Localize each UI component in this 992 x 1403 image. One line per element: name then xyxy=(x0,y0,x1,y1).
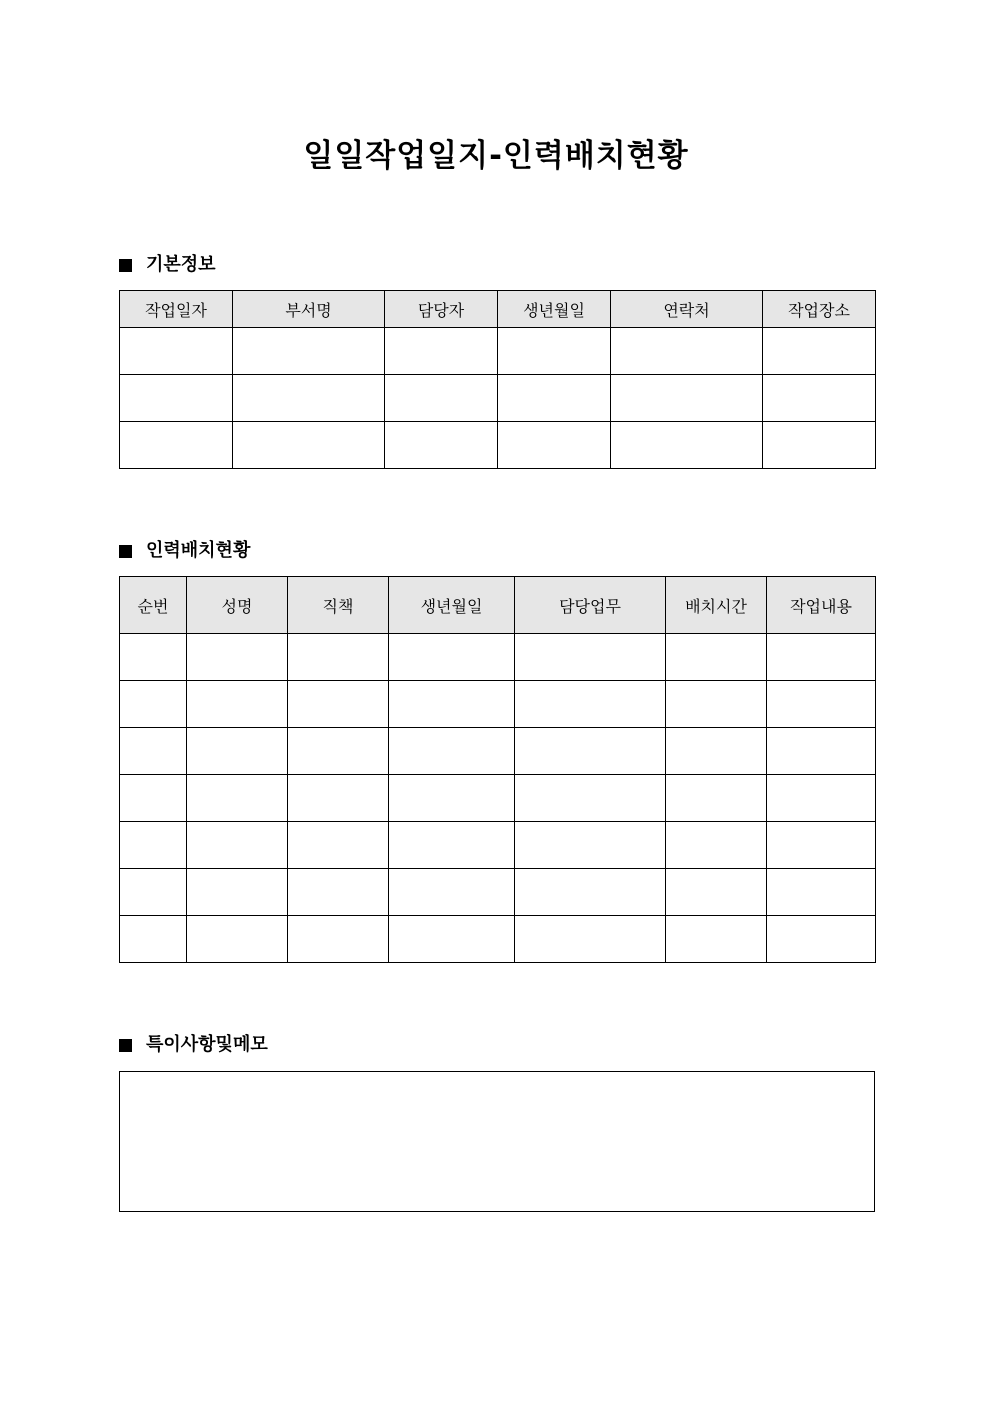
column-header: 연락처 xyxy=(611,291,763,328)
column-header: 생년월일 xyxy=(498,291,611,328)
table-cell[interactable] xyxy=(385,422,498,469)
section-heading-notes xyxy=(119,1033,268,1057)
table-cell[interactable] xyxy=(120,775,187,822)
table-cell[interactable] xyxy=(120,681,187,728)
table-cell[interactable] xyxy=(767,869,876,916)
table-cell[interactable] xyxy=(233,422,385,469)
table-cell[interactable] xyxy=(187,775,288,822)
table-cell[interactable] xyxy=(120,328,233,375)
table-cell[interactable] xyxy=(120,634,187,681)
table-cell[interactable] xyxy=(120,822,187,869)
section-heading-staffing xyxy=(119,539,250,563)
section-title: 인력배치현황 xyxy=(146,540,251,561)
table-cell[interactable] xyxy=(288,822,389,869)
table-cell[interactable] xyxy=(515,869,666,916)
table-row xyxy=(120,916,876,963)
table-cell[interactable] xyxy=(515,916,666,963)
square-bullet-icon xyxy=(119,259,132,272)
table-cell[interactable] xyxy=(187,681,288,728)
table-cell[interactable] xyxy=(767,822,876,869)
table-row xyxy=(120,681,876,728)
table-cell[interactable] xyxy=(515,728,666,775)
table-cell[interactable] xyxy=(763,328,876,375)
table-cell[interactable] xyxy=(120,916,187,963)
table-cell[interactable] xyxy=(288,634,389,681)
table-cell[interactable] xyxy=(288,869,389,916)
table-header-row xyxy=(120,577,876,634)
section-title: 특이사항및메모 xyxy=(146,1034,268,1055)
table-cell[interactable] xyxy=(666,728,767,775)
section-title: 기본정보 xyxy=(146,254,216,275)
table-cell[interactable] xyxy=(389,681,515,728)
table-cell[interactable] xyxy=(389,634,515,681)
table-cell[interactable] xyxy=(389,728,515,775)
table-row xyxy=(120,728,876,775)
table-cell[interactable] xyxy=(515,775,666,822)
table-cell[interactable] xyxy=(385,375,498,422)
table-cell[interactable] xyxy=(767,681,876,728)
table-cell[interactable] xyxy=(187,822,288,869)
table-row xyxy=(120,869,876,916)
table-header-row xyxy=(120,291,876,328)
column-header: 담당자 xyxy=(385,291,498,328)
table-cell[interactable] xyxy=(515,822,666,869)
table-cell[interactable] xyxy=(767,916,876,963)
square-bullet-icon xyxy=(119,1039,132,1052)
table-cell[interactable] xyxy=(120,869,187,916)
table-cell[interactable] xyxy=(498,422,611,469)
column-header: 성명 xyxy=(187,577,288,634)
table-row xyxy=(120,328,876,375)
column-header: 생년월일 xyxy=(389,577,515,634)
table-cell[interactable] xyxy=(385,328,498,375)
table-cell[interactable] xyxy=(187,869,288,916)
column-header: 작업일자 xyxy=(120,291,233,328)
table-cell[interactable] xyxy=(666,681,767,728)
table-cell[interactable] xyxy=(288,681,389,728)
basic-info-table xyxy=(119,290,876,469)
table-row xyxy=(120,634,876,681)
table-cell[interactable] xyxy=(666,634,767,681)
table-row xyxy=(120,422,876,469)
table-cell[interactable] xyxy=(120,375,233,422)
table-cell[interactable] xyxy=(389,869,515,916)
column-header: 직책 xyxy=(288,577,389,634)
table-cell[interactable] xyxy=(611,328,763,375)
table-cell[interactable] xyxy=(187,634,288,681)
table-cell[interactable] xyxy=(498,328,611,375)
table-cell[interactable] xyxy=(666,822,767,869)
notes-memo-box[interactable] xyxy=(119,1071,875,1212)
table-cell[interactable] xyxy=(763,375,876,422)
table-cell[interactable] xyxy=(767,775,876,822)
column-header: 작업내용 xyxy=(767,577,876,634)
table-cell[interactable] xyxy=(187,916,288,963)
column-header: 순번 xyxy=(120,577,187,634)
table-cell[interactable] xyxy=(666,869,767,916)
table-cell[interactable] xyxy=(763,422,876,469)
table-cell[interactable] xyxy=(120,728,187,775)
column-header: 담당업무 xyxy=(515,577,666,634)
table-cell[interactable] xyxy=(389,822,515,869)
column-header: 부서명 xyxy=(233,291,385,328)
table-cell[interactable] xyxy=(120,422,233,469)
table-cell[interactable] xyxy=(288,728,389,775)
table-row xyxy=(120,775,876,822)
column-header: 작업장소 xyxy=(763,291,876,328)
table-cell[interactable] xyxy=(767,634,876,681)
staffing-table xyxy=(119,576,876,963)
table-cell[interactable] xyxy=(233,328,385,375)
section-heading-basic-info xyxy=(119,253,216,277)
table-cell[interactable] xyxy=(666,775,767,822)
table-cell[interactable] xyxy=(233,375,385,422)
table-cell[interactable] xyxy=(498,375,611,422)
table-cell[interactable] xyxy=(389,916,515,963)
square-bullet-icon xyxy=(119,545,132,558)
table-cell[interactable] xyxy=(611,375,763,422)
table-cell[interactable] xyxy=(666,916,767,963)
column-header: 배치시간 xyxy=(666,577,767,634)
page-title: 일일작업일지-인력배치현황 xyxy=(303,138,689,174)
table-cell[interactable] xyxy=(515,681,666,728)
table-cell[interactable] xyxy=(515,634,666,681)
table-cell[interactable] xyxy=(187,728,288,775)
table-cell[interactable] xyxy=(288,775,389,822)
table-cell[interactable] xyxy=(767,728,876,775)
table-cell[interactable] xyxy=(389,775,515,822)
table-cell[interactable] xyxy=(611,422,763,469)
table-cell[interactable] xyxy=(288,916,389,963)
table-row xyxy=(120,375,876,422)
table-row xyxy=(120,822,876,869)
